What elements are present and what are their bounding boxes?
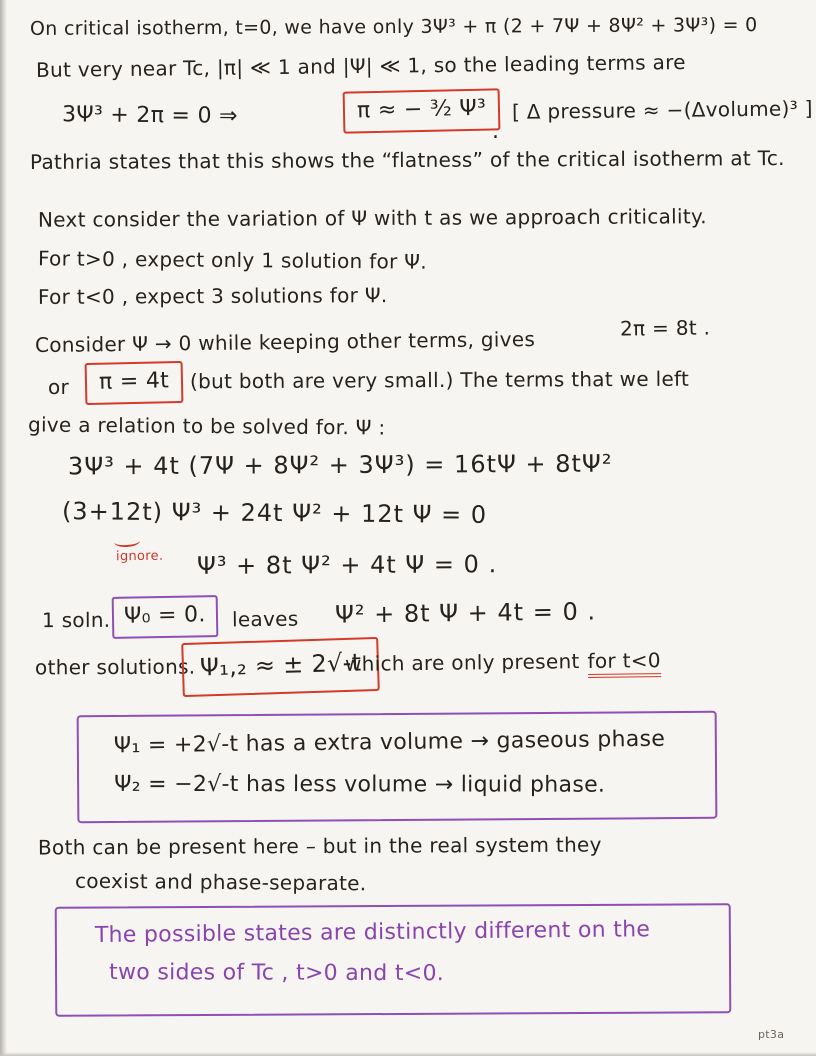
label-other-solutions: other solutions. [34, 654, 196, 680]
boxed-psi0-zero: Ψ₀ = 0. [112, 595, 218, 638]
panel-conclusion [55, 903, 732, 1017]
equation-quadratic: Ψ² + 8t Ψ + 4t = 0 . [334, 597, 597, 629]
line-near-tc: But very near Tc, |π| ≪ 1 and |Ψ| ≪ 1, so the leading terms are [35, 50, 686, 82]
note-pressure-volume: [ Δ pressure ≈ −(Δvolume)³ ] [511, 96, 813, 124]
line-only-present [345, 648, 661, 677]
panel-two-phases [77, 711, 718, 823]
boxed-psi12-solutions: Ψ₁,₂ ≈ ± 2√-t [181, 637, 380, 697]
equation-2pi-8t: 2π = 8t . [619, 315, 711, 341]
line-critical-isotherm: On critical isotherm, t=0, we have only 3Ψ³ + π (2 + 7Ψ + 8Ψ² + 3Ψ³) = 0 [29, 14, 758, 40]
period-after-box: . [492, 119, 500, 144]
label-one-soln: 1 soln. [41, 607, 111, 633]
line-next-consider: Next consider the variation of Ψ with t as we approach criticality. [37, 204, 707, 232]
line-both-present: Both can be present here – but in the real system they [37, 832, 602, 860]
line-consider-psi-zero: Consider Ψ → 0 while keeping other terms, gives [34, 326, 536, 358]
word-leaves: leaves [231, 606, 299, 632]
boxed-pi-4t: π = 4t [85, 361, 184, 405]
line-both-very-small: (but both are very small.) The terms that we left [189, 366, 690, 394]
equation-expanded: 3Ψ³ + 4t (7Ψ + 8Ψ² + 3Ψ³) = 16tΨ + 8tΨ² [67, 449, 613, 481]
page-mark: pt3a [758, 1028, 785, 1041]
line-pathria-flatness: Pathria states that this shows the “flatness” of the critical isotherm at Tc. [29, 146, 785, 174]
scan-edge-bottom [0, 1052, 816, 1056]
line-two-sides: two sides of Tc , t>0 and t<0. [109, 960, 445, 987]
line-relation-to-solve: give a relation to be solved for. Ψ : [27, 412, 386, 440]
only-present-text: which are only present [344, 649, 580, 676]
line-coexist: coexist and phase-separate. [74, 868, 367, 896]
ignore-squiggle [114, 535, 141, 548]
line-t-positive: For t>0 , expect only 1 solution for Ψ. [37, 246, 428, 274]
equation-collected: (3+12t) Ψ³ + 24t Ψ² + 12t Ψ = 0 [61, 497, 488, 529]
equation-simplified: Ψ³ + 8t Ψ² + 4t Ψ = 0 . [196, 550, 498, 580]
ignore-label: ignore. [115, 548, 164, 565]
line-t-negative: For t<0 , expect 3 solutions for Ψ. [37, 283, 388, 309]
line-psi1-gaseous: Ψ₁ = +2√-t has a extra volume → gaseous phase [113, 726, 666, 759]
scan-edge-left [0, 0, 7, 1056]
word-or: or [48, 375, 70, 399]
boxed-result-pi-approx: π ≈ − ³⁄₂ Ψ³ [343, 88, 501, 133]
line-possible-states: The possible states are distinctly different on the [94, 917, 651, 949]
t-less-zero-underlined: for t<0 [587, 648, 661, 678]
line-psi2-liquid: Ψ₂ = −2√-t has less volume → liquid phase. [114, 771, 606, 798]
equation-leading-terms: 3Ψ³ + 2π = 0 ⇒ [61, 102, 238, 129]
